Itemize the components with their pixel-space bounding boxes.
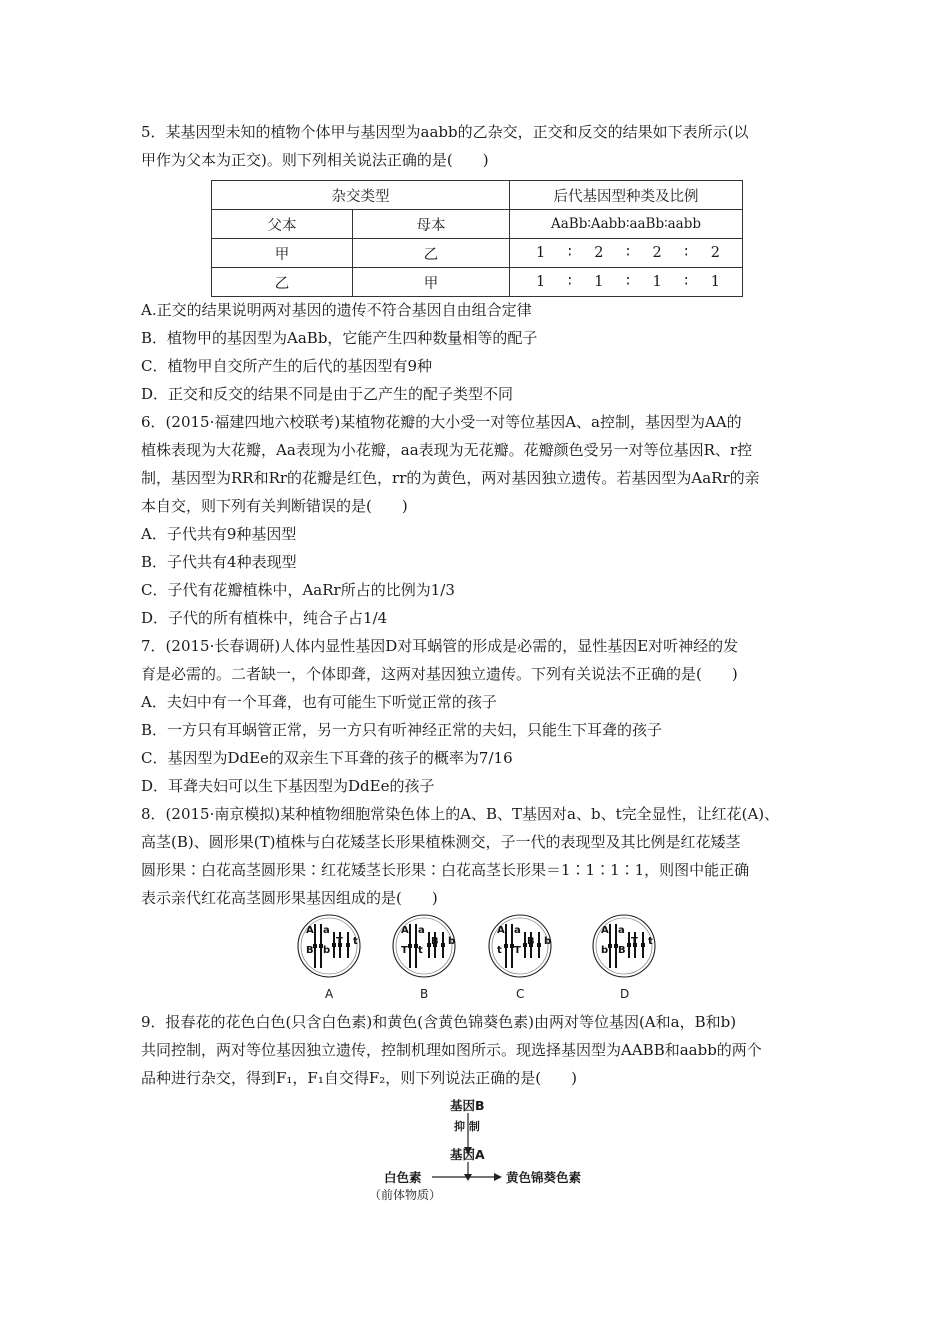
ratio-sep: ∶	[684, 274, 689, 290]
gene-label: T	[336, 936, 343, 947]
q7-option-b: B．一方只有耳蜗管正常，另一方只有听神经正常的夫妇，只能生下耳聋的孩子	[141, 721, 663, 739]
gene-b-label: 基因B	[450, 1098, 485, 1113]
gene-label: t	[497, 945, 502, 956]
inhibit-label: 抑 制	[454, 1120, 480, 1133]
q6-stem-line-3: 制，基因型为RR和Rr的花瓣是红色，rr的为黄色，两对基因独立遗传。若基因型为AaRr的亲	[141, 469, 760, 487]
table-header-offspring: 后代基因型种类及比例	[510, 181, 743, 210]
ratio-value: 2	[652, 245, 662, 261]
ratio-sep: ∶	[567, 245, 572, 261]
q7-option-c: C．基因型为DdEe的双亲生下耳聋的孩子的概率为7/16	[141, 749, 513, 767]
gene-label: a	[514, 925, 521, 936]
gene-label: B	[618, 945, 626, 956]
gene-label: b	[544, 936, 552, 947]
q5-option-c: C．植物甲自交所产生的后代的基因型有9种	[141, 357, 433, 375]
gene-label: B	[431, 936, 439, 947]
q5-cross-table	[211, 180, 743, 297]
table-col-mother: 母本	[353, 210, 510, 239]
table-row	[212, 239, 743, 268]
cell-option-label: B	[420, 987, 429, 1001]
q8-stem-line-4: 表示亲代红花高茎圆形果基因组成的是( )	[141, 889, 438, 907]
gene-label: t	[648, 936, 653, 947]
cell-option-label: A	[325, 987, 334, 1001]
cell-diagram-a	[293, 910, 365, 982]
q9-stem-line-3: 品种进行杂交，得到F₁，F₁自交得F₂，则下列说法正确的是( )	[141, 1069, 577, 1087]
q7-stem-line-1: 7．(2015·长春调研)人体内显性基因D对耳蜗管的形成是必需的，显性基因E对听神经的发	[141, 637, 739, 655]
gene-label: a	[323, 925, 330, 936]
centromere	[537, 943, 541, 947]
ratio-value: 1	[536, 274, 546, 290]
ratio-value: 2	[710, 245, 720, 261]
centromere	[441, 943, 445, 947]
q8-stem-line-1: 8．(2015·南京模拟)某种植物细胞常染色体上的A、B、T基因对a、b、t完全显性，让红花(A)、	[141, 805, 780, 823]
table-col-genotypes: AaBb∶Aabb∶aaBb∶aabb	[510, 210, 743, 239]
q5-stem-line-2: 甲作为父本为正交)。则下列相关说法正确的是( )	[141, 151, 489, 169]
gene-label: b	[448, 936, 456, 947]
q5-option-b: B．植物甲的基因型为AaBb，它能产生四种数量相等的配子	[141, 329, 538, 347]
cell-option-label: C	[516, 987, 525, 1001]
q8-stem-line-3: 圆形果∶白花高茎圆形果∶红花矮茎长形果∶白花高茎长形果＝1∶1∶1∶1，则图中能正确	[141, 861, 750, 879]
table-cell-ratio	[510, 239, 743, 268]
yellow-pigment-label: 黄色锦葵色素	[506, 1170, 582, 1185]
centromere	[408, 944, 412, 948]
gene-label: A	[306, 925, 314, 936]
gene-label: B	[306, 945, 314, 956]
centromere	[504, 944, 508, 948]
q6-option-d: D．子代的所有植株中，纯合子占1/4	[141, 609, 388, 627]
q5-option-d: D．正交和反交的结果不同是由于乙产生的配子类型不同	[141, 385, 514, 403]
cell-diagram-c	[484, 910, 556, 982]
gene-label: T	[401, 945, 408, 956]
q6-option-a: A．子代共有9种基因型	[141, 525, 297, 543]
gene-label: A	[497, 925, 505, 936]
q6-stem-line-1: 6．(2015·福建四地六校联考)某植物花瓣的大小受一对等位基因A、a控制，基因型为AA的	[141, 413, 742, 431]
gene-label: a	[618, 925, 625, 936]
ratio-sep: ∶	[626, 245, 630, 261]
ratio-value: 1	[652, 274, 662, 290]
gene-a-label: 基因A	[450, 1147, 485, 1162]
q5-stem-line-1: 5．某基因型未知的植物个体甲与基因型为aabb的乙杂交，正交和反交的结果如下表所示(以	[141, 123, 749, 141]
q9-stem-line-2: 共同控制，两对等位基因独立遗传，控制机理如图所示。现选择基因型为AABB和aabb的两个	[141, 1041, 762, 1059]
q5-option-a: A.正交的结果说明两对基因的遗传不符合基因自由组合定律	[141, 301, 532, 319]
ratio-sep: ∶	[626, 274, 630, 290]
cell-diagram-d	[588, 910, 660, 982]
table-cell-father: 乙	[212, 268, 353, 297]
table-row	[212, 268, 743, 297]
gene-label: t	[418, 945, 423, 956]
centromere	[641, 943, 645, 947]
gene-label: t	[353, 936, 358, 947]
q7-option-a: A．夫妇中有一个耳聋，也有可能生下听觉正常的孩子	[141, 693, 497, 711]
table-cell-father: 甲	[212, 239, 353, 268]
gene-label: b	[601, 945, 609, 956]
gene-label: T	[514, 945, 521, 956]
table-cell-ratio	[510, 268, 743, 297]
ratio-value: 1	[536, 245, 546, 261]
white-pigment-label: 白色素	[384, 1170, 422, 1185]
precursor-label: （前体物质）	[369, 1188, 442, 1202]
gene-label: T	[631, 936, 638, 947]
cell-diagram-b	[388, 910, 460, 982]
ratio-value: 1	[710, 274, 720, 290]
q9-stem-line-1: 9．报春花的花色白色(只含白色素)和黄色(含黄色锦葵色素)由两对等位基因(A和a，B和b)	[141, 1013, 737, 1031]
cell-option-label: D	[620, 987, 630, 1001]
conversion-arrow-icon	[432, 1170, 504, 1184]
ratio-value: 2	[594, 245, 604, 261]
q6-stem-line-4: 本自交，则下列有关判断错误的是( )	[141, 497, 408, 515]
ratio-sep: ∶	[567, 274, 572, 290]
q6-option-b: B．子代共有4种表现型	[141, 553, 297, 571]
ratio-sep: ∶	[684, 245, 689, 261]
q7-option-d: D．耳聋夫妇可以生下基因型为DdEe的孩子	[141, 777, 435, 795]
centromere	[346, 943, 350, 947]
table-col-father: 父本	[212, 210, 353, 239]
gene-label: A	[401, 925, 409, 936]
q8-stem-line-2: 高茎(B)、圆形果(T)植株与白花矮茎长形果植株测交，子一代的表现型及其比例是红花矮茎	[141, 833, 741, 851]
q7-stem-line-2: 育是必需的。二者缺一，个体即聋，这两对基因独立遗传。下列有关说法不正确的是( )	[141, 665, 738, 683]
gene-label: b	[323, 945, 331, 956]
ratio-value: 1	[594, 274, 604, 290]
gene-label: a	[418, 925, 425, 936]
table-cell-mother: 乙	[353, 239, 510, 268]
centromere	[608, 944, 612, 948]
table-cell-mother: 甲	[353, 268, 510, 297]
q6-stem-line-2: 植株表现为大花瓣，Aa表现为小花瓣，aa表现为无花瓣。花瓣颜色受另一对等位基因R、r控	[141, 441, 753, 459]
q6-option-c: C．子代有花瓣植株中，AaRr所占的比例为1/3	[141, 581, 455, 599]
gene-label: A	[601, 925, 609, 936]
gene-label: B	[527, 936, 535, 947]
table-header-cross-type: 杂交类型	[212, 181, 510, 210]
